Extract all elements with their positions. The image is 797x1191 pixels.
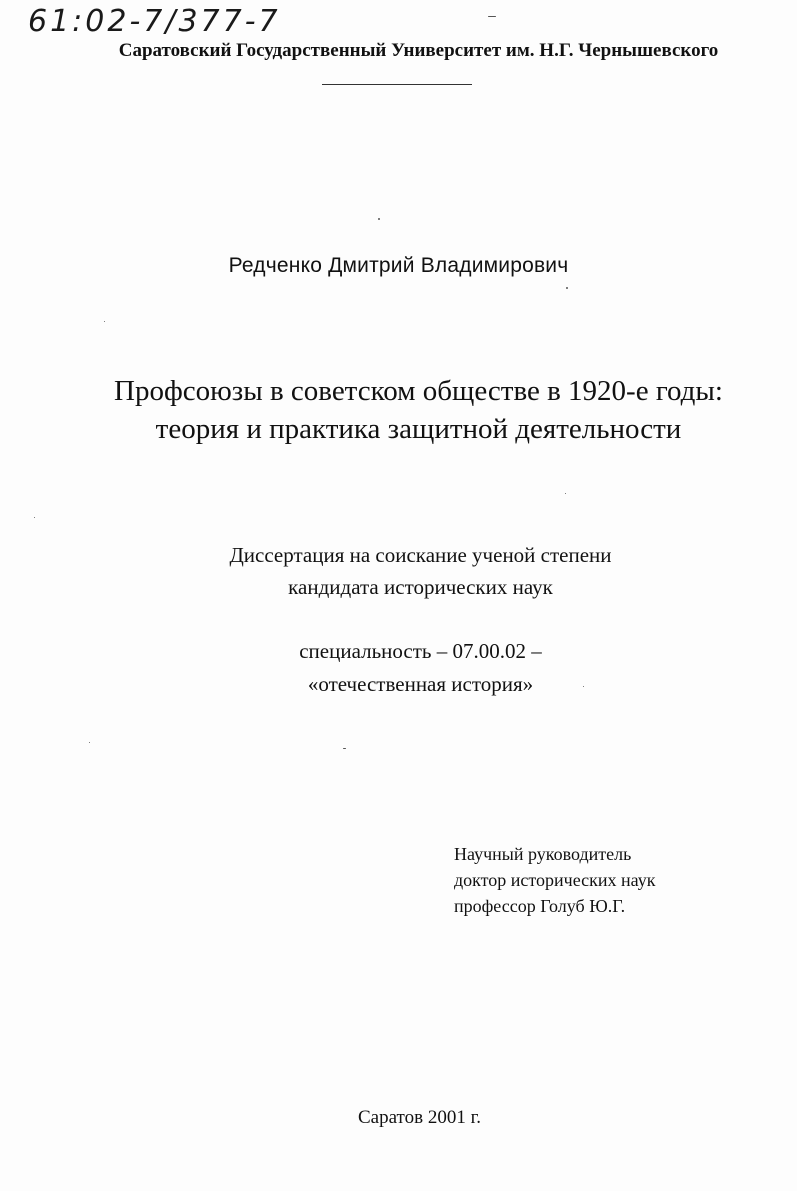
scan-speck (104, 321, 105, 322)
advisor-line-3: профессор Голуб Ю.Г. (454, 896, 626, 916)
degree-line-1: Диссертация на соискание ученой степени (229, 543, 612, 567)
title-line-2: теория и практика защитной деятельности (155, 413, 682, 445)
specialty-line-1: специальность – 07.00.02 – (299, 639, 542, 663)
scan-speck (583, 686, 584, 687)
scan-speck (378, 218, 380, 220)
scientific-advisor-block (454, 841, 656, 919)
handwritten-catalog-code: 61:02-7/377-7 (28, 4, 281, 39)
specialty-line-2: «отечественная история» (307, 672, 534, 696)
scan-speck (34, 517, 35, 518)
title-line-1: Профсоюзы в советском обществе в 1920-е годы: (114, 375, 723, 407)
scan-speck (488, 16, 496, 17)
dissertation-title (0, 372, 797, 448)
specialty-statement (0, 635, 797, 701)
scan-speck (565, 493, 566, 494)
place-and-year: Саратов 2001 г. (358, 1107, 481, 1128)
scan-speck (566, 287, 568, 289)
university-name: Саратовский Государственный Университет им. Н.Г. Чернышевского (118, 40, 719, 61)
author-name: Редченко Дмитрий Владимирович (228, 254, 569, 277)
scan-speck (343, 748, 346, 749)
scan-speck (89, 742, 90, 743)
advisor-line-2: доктор исторических наук (454, 870, 656, 890)
advisor-line-1: Научный руководитель (454, 844, 632, 864)
degree-statement (0, 539, 797, 603)
degree-line-2: кандидата исторических наук (288, 575, 553, 599)
header-divider (322, 84, 472, 85)
